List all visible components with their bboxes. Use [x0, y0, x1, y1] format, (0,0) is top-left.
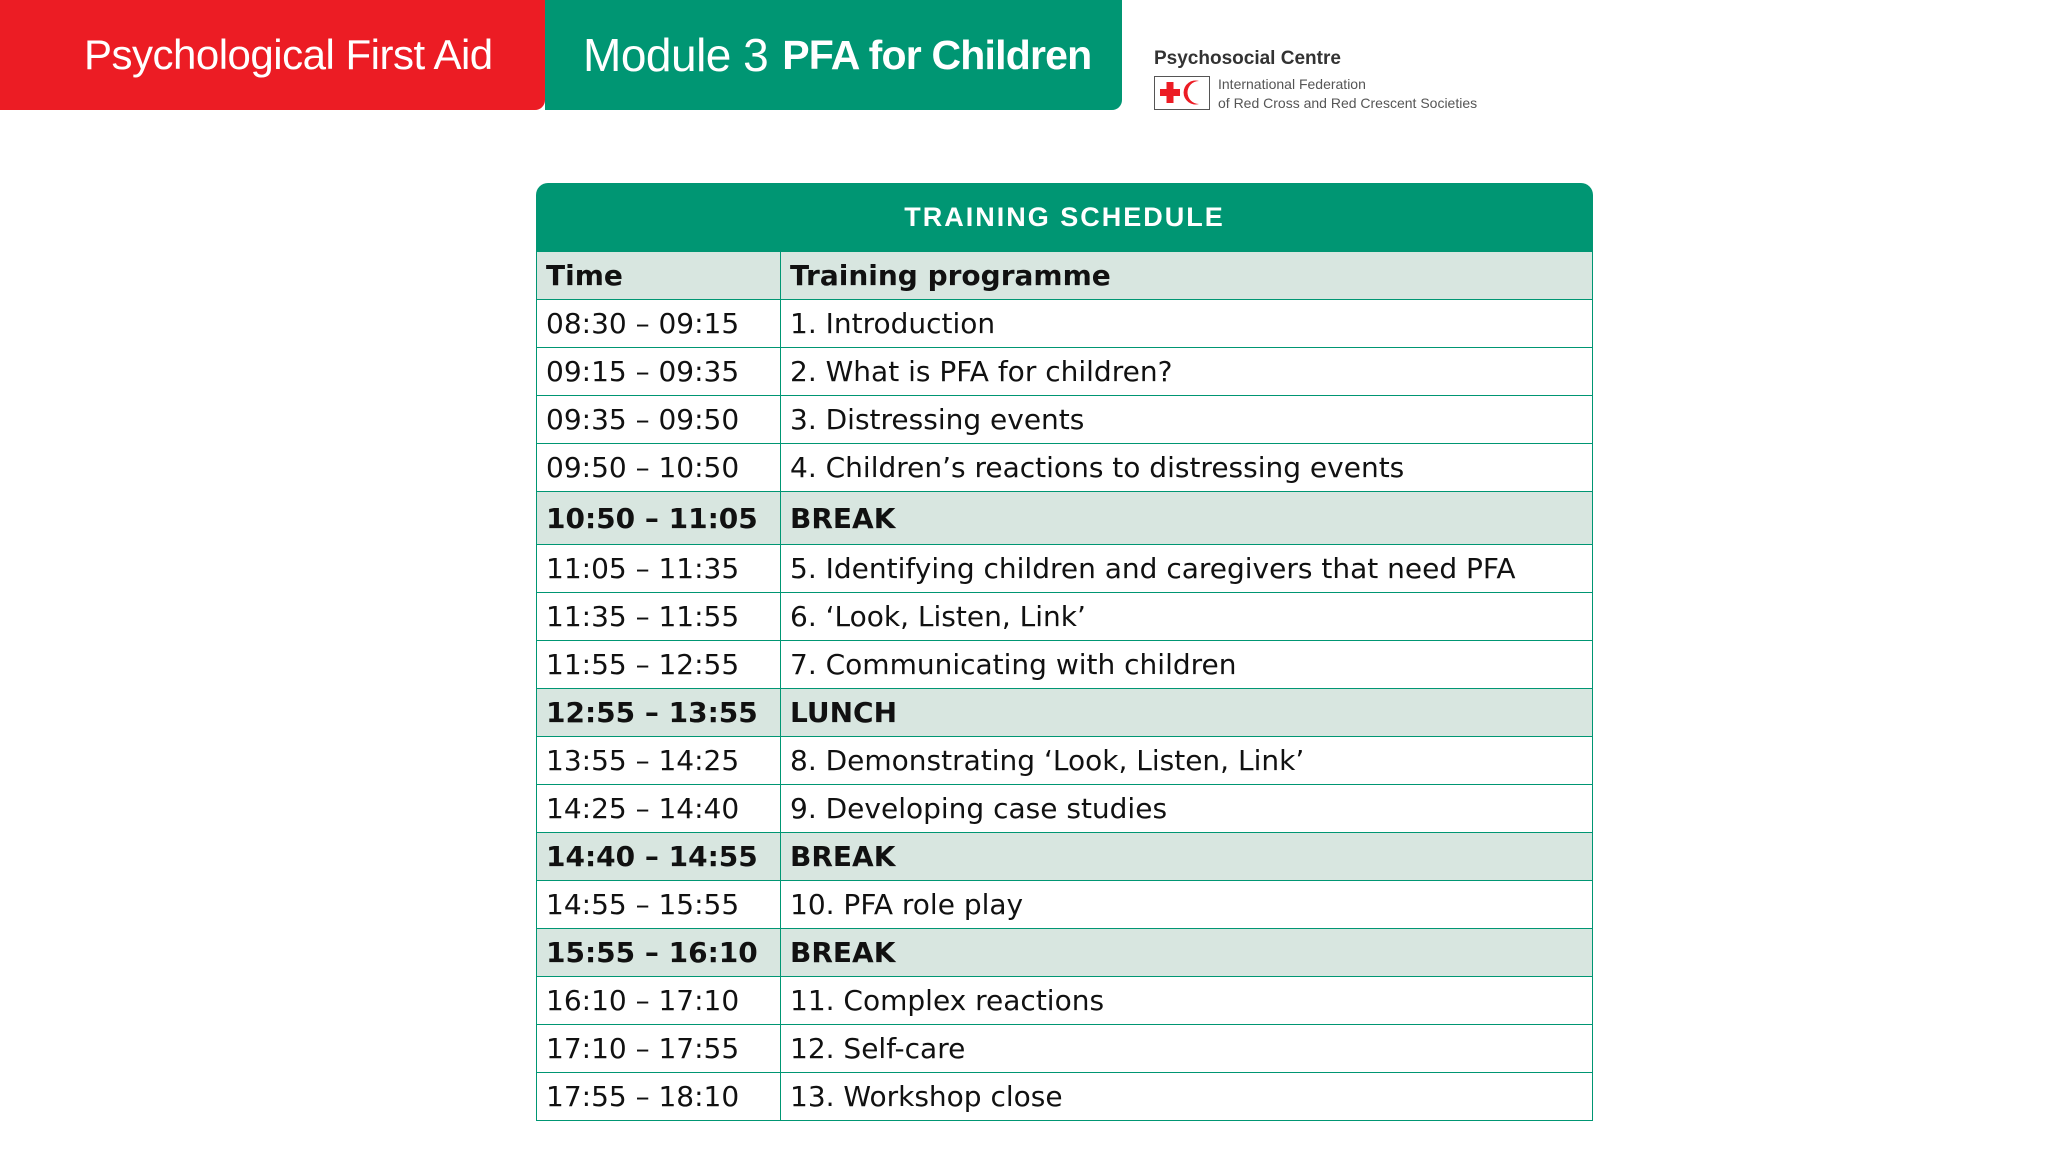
- time-cell: 09:35 – 09:50: [537, 396, 781, 444]
- time-cell: 15:55 – 16:10: [537, 929, 781, 977]
- module-number: Module 3: [583, 29, 769, 81]
- schedule-title: TRAINING SCHEDULE: [536, 183, 1593, 251]
- table-row-lunch: [537, 689, 1593, 737]
- logo-centre-name: Psychosocial Centre: [1154, 48, 1341, 69]
- programme-cell: 12. Self-care: [781, 1025, 1593, 1073]
- column-header-programme: Training programme: [781, 252, 1593, 300]
- time-cell: 10:50 – 11:05: [537, 492, 781, 545]
- programme-cell: 6. ‘Look, Listen, Link’: [781, 593, 1593, 641]
- time-cell: 12:55 – 13:55: [537, 689, 781, 737]
- programme-cell: BREAK: [781, 492, 1593, 545]
- programme-cell: 3. Distressing events: [781, 396, 1593, 444]
- table-row: [537, 396, 1593, 444]
- programme-cell: 1. Introduction: [781, 300, 1593, 348]
- header-left-banner: [0, 0, 545, 110]
- time-cell: 13:55 – 14:25: [537, 737, 781, 785]
- table-row: [537, 300, 1593, 348]
- programme-cell: BREAK: [781, 929, 1593, 977]
- table-row: [537, 785, 1593, 833]
- time-cell: 11:35 – 11:55: [537, 593, 781, 641]
- programme-cell: 13. Workshop close: [781, 1073, 1593, 1121]
- table-row: [537, 977, 1593, 1025]
- module-subtitle: PFA for Children: [782, 31, 1092, 78]
- programme-cell: 10. PFA role play: [781, 881, 1593, 929]
- time-cell: 08:30 – 09:15: [537, 300, 781, 348]
- time-cell: 11:05 – 11:35: [537, 545, 781, 593]
- table-row-break: [537, 833, 1593, 881]
- time-cell: 14:55 – 15:55: [537, 881, 781, 929]
- table-row-break: [537, 492, 1593, 545]
- training-schedule: [536, 183, 1593, 1121]
- logo-org-line1: International Federation: [1218, 76, 1366, 92]
- programme-cell: 8. Demonstrating ‘Look, Listen, Link’: [781, 737, 1593, 785]
- header-module-banner: [545, 0, 1122, 110]
- table-row: [537, 593, 1593, 641]
- table-row: [537, 545, 1593, 593]
- time-cell: 11:55 – 12:55: [537, 641, 781, 689]
- programme-cell: BREAK: [781, 833, 1593, 881]
- table-row: [537, 1025, 1593, 1073]
- time-cell: 17:55 – 18:10: [537, 1073, 781, 1121]
- programme-cell: 9. Developing case studies: [781, 785, 1593, 833]
- programme-cell: 5. Identifying children and caregivers that need PFA: [781, 545, 1593, 593]
- header-left-title: Psychological First Aid: [84, 31, 493, 78]
- programme-cell: 7. Communicating with children: [781, 641, 1593, 689]
- programme-cell: 4. Children’s reactions to distressing events: [781, 444, 1593, 492]
- red-cross-crescent-icon: [1154, 76, 1210, 110]
- table-row: [537, 444, 1593, 492]
- column-header-time: Time: [537, 252, 781, 300]
- ifrc-logo: [1154, 46, 1554, 118]
- table-row: [537, 641, 1593, 689]
- time-cell: 14:40 – 14:55: [537, 833, 781, 881]
- table-header-row: [537, 252, 1593, 300]
- table-row-break: [537, 929, 1593, 977]
- table-row: [537, 1073, 1593, 1121]
- programme-cell: LUNCH: [781, 689, 1593, 737]
- logo-org-line2: of Red Cross and Red Crescent Societies: [1218, 95, 1478, 111]
- time-cell: 09:50 – 10:50: [537, 444, 781, 492]
- time-cell: 09:15 – 09:35: [537, 348, 781, 396]
- table-row: [537, 881, 1593, 929]
- programme-cell: 2. What is PFA for children?: [781, 348, 1593, 396]
- time-cell: 16:10 – 17:10: [537, 977, 781, 1025]
- schedule-table: [536, 251, 1593, 1121]
- programme-cell: 11. Complex reactions: [781, 977, 1593, 1025]
- time-cell: 14:25 – 14:40: [537, 785, 781, 833]
- table-row: [537, 737, 1593, 785]
- table-row: [537, 348, 1593, 396]
- time-cell: 17:10 – 17:55: [537, 1025, 781, 1073]
